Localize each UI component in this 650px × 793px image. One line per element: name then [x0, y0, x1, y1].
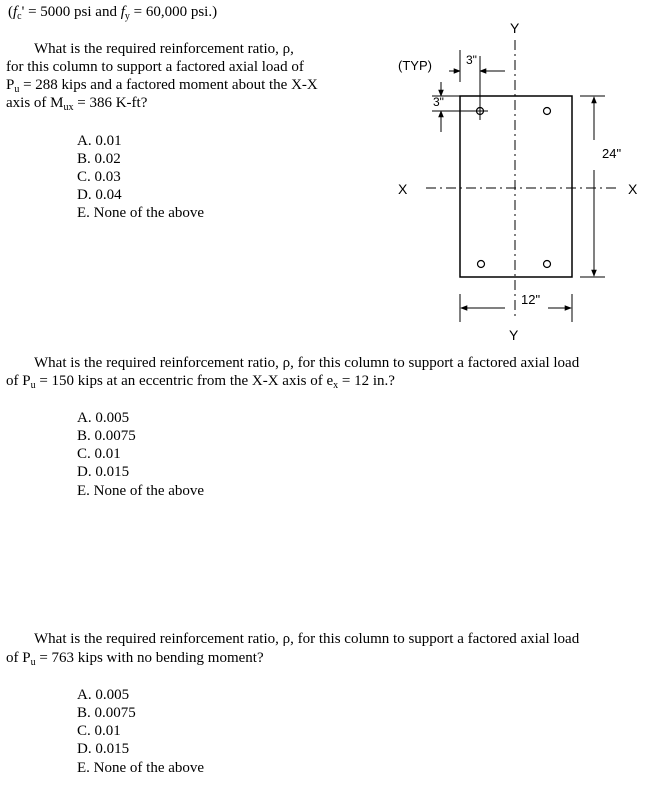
- pu-symbol: of P: [6, 373, 31, 389]
- rebar-bottom-right: [544, 261, 551, 268]
- pu-symbol: P: [6, 77, 15, 93]
- q2-option-c[interactable]: C. 0.01: [77, 446, 121, 462]
- rebar-bottom-left: [478, 261, 485, 268]
- fy-sub: y: [124, 11, 130, 22]
- paren: (: [8, 4, 13, 20]
- q3-option-a[interactable]: A. 0.005: [77, 687, 130, 703]
- q2-option-d[interactable]: D. 0.015: [77, 464, 130, 480]
- column-section-diagram: [0, 0, 650, 360]
- pu-value: = 763 kips with no bending moment?: [35, 650, 264, 666]
- ex-value: = 12 in.?: [338, 373, 395, 389]
- pu-value: = 288 kips and a factored moment about the X-X: [19, 77, 318, 93]
- dim-top-label: 3": [466, 53, 477, 67]
- q2-option-a[interactable]: A. 0.005: [77, 410, 130, 426]
- q1-option-d[interactable]: D. 0.04: [77, 187, 122, 203]
- q3-line-1: What is the required reinforcement ratio, ρ, for this column to support a factored axial load: [34, 631, 580, 647]
- q1-option-a[interactable]: A. 0.01: [77, 133, 122, 149]
- ex-sub: x: [333, 380, 339, 391]
- pu-symbol: of P: [6, 650, 31, 666]
- rebar-top-right: [544, 108, 551, 115]
- fy-symbol: f: [120, 4, 125, 20]
- q1-option-c[interactable]: C. 0.03: [77, 169, 121, 185]
- fc-sub: c: [17, 11, 22, 22]
- q3-option-b[interactable]: B. 0.0075: [77, 705, 136, 721]
- y-label-bottom: Y: [509, 327, 519, 343]
- q2-option-b[interactable]: B. 0.0075: [77, 428, 136, 444]
- pu-ecc-text: = 150 kips at an eccentric from the X-X axis of e: [35, 373, 334, 389]
- q3-option-c[interactable]: C. 0.01: [77, 723, 121, 739]
- q2-line-2: [6, 372, 395, 395]
- x-label-left: X: [398, 181, 408, 197]
- height-label: 24": [602, 146, 622, 161]
- q1-line-2: for this column to support a factored axial load of: [6, 59, 304, 75]
- q2-option-e[interactable]: E. None of the above: [77, 483, 205, 499]
- q1-line-1: What is the required reinforcement ratio, ρ,: [34, 41, 294, 57]
- typ-label: (TYP): [398, 58, 432, 73]
- dim-side-label: 3": [433, 95, 444, 109]
- mux-value: = 386 K-ft?: [73, 95, 148, 111]
- x-label-right: X: [628, 181, 638, 197]
- pu-sub: u: [14, 84, 20, 95]
- pu-sub: u: [30, 657, 36, 668]
- mux-sub: ux: [63, 102, 74, 113]
- q1-option-e[interactable]: E. None of the above: [77, 205, 205, 221]
- column-outline: [460, 96, 572, 277]
- fc-value: ' = 5000 psi and: [21, 4, 121, 20]
- fy-value: = 60,000 psi.): [129, 4, 218, 20]
- q3-option-d[interactable]: D. 0.015: [77, 741, 130, 757]
- y-label-top: Y: [510, 20, 520, 36]
- fc-symbol: f: [13, 4, 18, 20]
- mux-symbol: axis of M: [6, 95, 64, 111]
- width-label: 12": [521, 292, 541, 307]
- q3-option-e[interactable]: E. None of the above: [77, 760, 205, 776]
- pu-sub: u: [30, 380, 36, 391]
- q3-line-2: [6, 649, 264, 672]
- q2-line-1: What is the required reinforcement ratio, ρ, for this column to support a factored axial load: [34, 355, 580, 371]
- q1-option-b[interactable]: B. 0.02: [77, 151, 121, 167]
